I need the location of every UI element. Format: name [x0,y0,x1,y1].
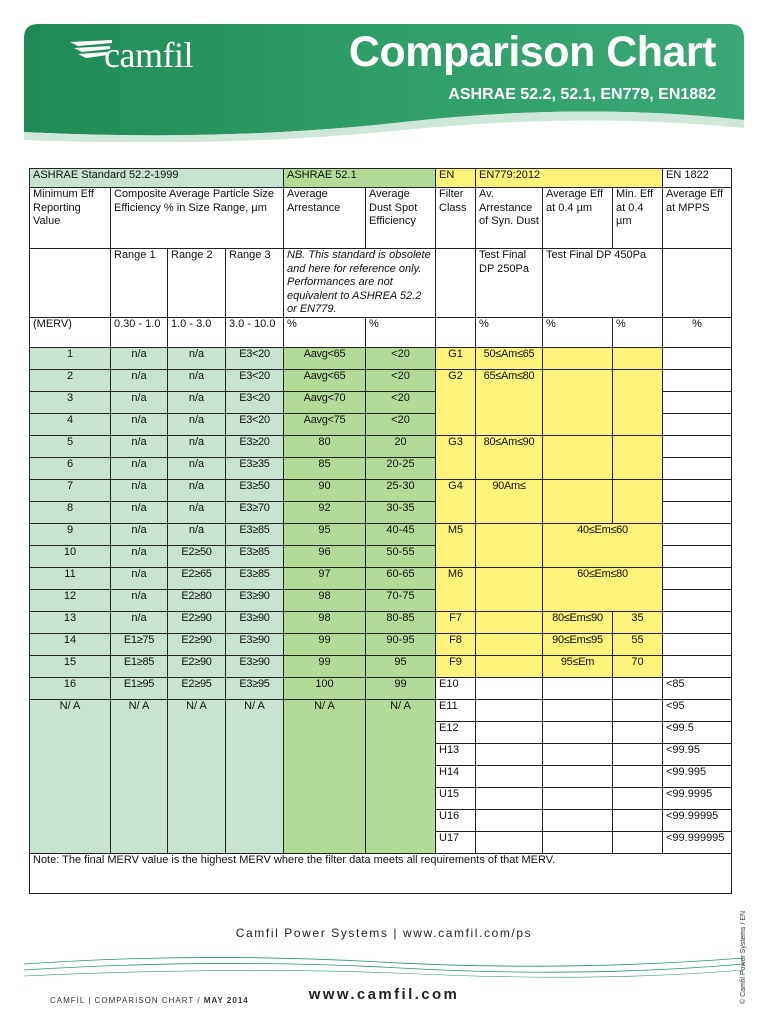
r3-cell: E3≥90 [226,633,284,655]
r2-cell: n/a [168,457,226,479]
merv-cell: 11 [30,567,111,589]
en-class-cell: G2 [436,369,476,435]
unit-syn: % [476,317,543,347]
mpps-cell [663,413,732,435]
table-row [30,677,732,699]
merv-cell: 12 [30,589,111,611]
r3-cell: E3≥20 [226,435,284,457]
r3-cell: E3≥85 [226,567,284,589]
arrestance-cell: Aavg<65 [284,369,366,391]
unit-dust: % [366,317,436,347]
comparison-table [29,168,732,894]
r1-cell: n/a [111,457,168,479]
arrestance-cell: 96 [284,545,366,567]
r3-cell: E3≥90 [226,611,284,633]
r1-cell: E1≥95 [111,677,168,699]
min-eff-cell [613,765,663,787]
note-row [30,853,732,893]
r2-cell: n/a [168,435,226,457]
range-mpps-blank [663,249,732,318]
r1-cell: n/a [111,589,168,611]
arrestance-cell: Aavg<65 [284,347,366,369]
min-eff-cell [613,677,663,699]
obsolete-note: NB. This standard is obsolete and here for reference only. Performances are not equivalent to ASHREA 52.2 or EN779. [284,249,436,318]
r3-cell: E3<20 [226,347,284,369]
mpps-cell: <99.999995 [663,831,732,853]
r2-cell: n/a [168,413,226,435]
unit-r2: 1.0 - 3.0 [168,317,226,347]
r1-cell: E1≥75 [111,633,168,655]
r1-cell: n/a [111,567,168,589]
avg-eff-cell [543,435,613,479]
arrestance-cell: 97 [284,567,366,589]
syn-arrestance-cell: 80≤Am≤90 [476,435,543,479]
r1-cell: n/a [111,391,168,413]
unit-arr: % [284,317,366,347]
arrestance-cell: 90 [284,479,366,501]
en-class-cell: M5 [436,523,476,567]
range-3: Range 3 [226,249,284,318]
page-title: Comparison Chart [348,28,716,76]
table-row [30,655,732,677]
min-eff-cell [613,809,663,831]
sub-min-eff-04: Min. Eff at 0.4 µm [613,188,663,249]
table-row [30,479,732,501]
mpps-cell [663,457,732,479]
na-merv-cell: N/ A [30,699,111,853]
r3-cell: E3≥90 [226,589,284,611]
avg-eff-cell [543,699,613,721]
table-note: Note: The final MERV value is the highest MERV where the filter data meets all requirements of that MERV. [30,853,732,893]
syn-arrestance-cell [476,831,543,853]
range-1: Range 1 [111,249,168,318]
copyright-side-note: © Camfil Power Systems / EN [740,910,747,1004]
dust-spot-cell: 95 [366,655,436,677]
arrestance-cell: 99 [284,633,366,655]
test-final-250: Test Final DP 250Pa [476,249,543,318]
merv-cell: 1 [30,347,111,369]
r2-cell: n/a [168,479,226,501]
avg-eff-cell: 90≤Em≤95 [543,633,613,655]
arrestance-cell: 98 [284,589,366,611]
range-header-row [30,249,732,318]
avg-eff-cell [543,743,613,765]
merv-cell: 9 [30,523,111,545]
r2-cell: E2≥80 [168,589,226,611]
mpps-cell: <99.995 [663,765,732,787]
r1-cell: n/a [111,523,168,545]
r1-cell: n/a [111,347,168,369]
mpps-cell [663,589,732,611]
sub-avg-arrestance: Average Arrestance [284,188,366,249]
en-class-cell: U17 [436,831,476,853]
avg-eff-cell [543,787,613,809]
min-eff-cell: 70 [613,655,663,677]
mpps-cell [663,633,732,655]
sub-filter-class: Filter Class [436,188,476,249]
header-ashrae-522: ASHRAE Standard 52.2-1999 [30,169,284,188]
unit-r3: 3.0 - 10.0 [226,317,284,347]
syn-arrestance-cell [476,743,543,765]
group-header-row [30,169,732,188]
mpps-cell [663,391,732,413]
arrestance-cell: 92 [284,501,366,523]
dust-spot-cell: 25-30 [366,479,436,501]
na-r3-cell: N/ A [226,699,284,853]
min-eff-cell: 35 [613,611,663,633]
r1-cell: n/a [111,611,168,633]
en-class-cell: H14 [436,765,476,787]
dust-spot-cell: 99 [366,677,436,699]
camfil-logo [68,35,258,86]
unit-r1: 0.30 - 1.0 [111,317,168,347]
en-class-cell: U15 [436,787,476,809]
dust-spot-cell: 50-55 [366,545,436,567]
r2-cell: E2≥90 [168,633,226,655]
en-class-cell: H13 [436,743,476,765]
r3-cell: E3<20 [226,391,284,413]
r2-cell: E2≥50 [168,545,226,567]
min-eff-cell [613,787,663,809]
avg-eff-cell: 80≤Em≤90 [543,611,613,633]
en-class-cell: G3 [436,435,476,479]
dust-spot-cell: <20 [366,369,436,391]
syn-arrestance-cell [476,787,543,809]
avg-eff-cell [543,479,613,523]
mpps-cell [663,347,732,369]
avg-eff-cell: 60≤Em≤80 [543,567,663,611]
avg-eff-cell [543,347,613,369]
en-class-cell: M6 [436,567,476,611]
r2-cell: E2≥90 [168,655,226,677]
min-eff-cell [613,435,663,479]
range-blank [30,249,111,318]
dust-spot-cell: 60-65 [366,567,436,589]
table-row [30,523,732,545]
r2-cell: n/a [168,347,226,369]
en-class-cell: U16 [436,809,476,831]
merv-cell: 15 [30,655,111,677]
merv-cell: 2 [30,369,111,391]
merv-cell: 5 [30,435,111,457]
table-row [30,567,732,589]
syn-arrestance-cell [476,567,543,611]
table-row [30,611,732,633]
r2-cell: E2≥90 [168,611,226,633]
mpps-cell: <99.9995 [663,787,732,809]
r1-cell: n/a [111,479,168,501]
unit-min04: % [613,317,663,347]
header-en: EN [436,169,476,188]
dust-spot-cell: 70-75 [366,589,436,611]
avg-eff-cell [543,369,613,435]
header-en779: EN779:2012 [476,169,663,188]
dust-spot-cell: 90-95 [366,633,436,655]
r1-cell: E1≥85 [111,655,168,677]
merv-cell: 16 [30,677,111,699]
na-dust-spot-cell: N/ A [366,699,436,853]
syn-arrestance-cell [476,633,543,655]
r3-cell: E3≥85 [226,545,284,567]
min-eff-cell [613,369,663,435]
min-eff-cell [613,479,663,523]
avg-eff-cell [543,677,613,699]
r2-cell: n/a [168,501,226,523]
syn-arrestance-cell: 65≤Am≤80 [476,369,543,435]
r1-cell: n/a [111,501,168,523]
avg-eff-cell [543,831,613,853]
table-row [30,633,732,655]
mpps-cell [663,435,732,457]
dust-spot-cell: 20-25 [366,457,436,479]
merv-cell: 10 [30,545,111,567]
mpps-cell [663,655,732,677]
mpps-cell [663,611,732,633]
na-r2-cell: N/ A [168,699,226,853]
dust-spot-cell: <20 [366,391,436,413]
sub-avg-eff-04: Average Eff at 0.4 µm [543,188,613,249]
sub-avg-eff-mpps: Average Eff at MPPS [663,188,732,249]
page-subtitle: ASHRAE 52.2, 52.1, EN779, EN1882 [448,86,716,103]
merv-cell: 4 [30,413,111,435]
footer-power-systems: Camfil Power Systems | www.camfil.com/ps [235,926,533,940]
merv-cell: 3 [30,391,111,413]
dust-spot-cell: 40-45 [366,523,436,545]
unit-row [30,317,732,347]
mpps-cell: <85 [663,677,732,699]
mpps-cell: <99.99995 [663,809,732,831]
merv-cell: 14 [30,633,111,655]
syn-arrestance-cell [476,677,543,699]
avg-eff-cell: 40≤Em≤60 [543,523,663,567]
dust-spot-cell: 20 [366,435,436,457]
en-class-cell: G4 [436,479,476,523]
min-eff-cell: 55 [613,633,663,655]
dust-spot-cell: 80-85 [366,611,436,633]
table-row [30,369,732,391]
header-ashrae-521: ASHRAE 52.1 [284,169,436,188]
mpps-cell: <99.95 [663,743,732,765]
unit-en-blank [436,317,476,347]
test-final-450: Test Final DP 450Pa [543,249,663,318]
min-eff-cell [613,699,663,721]
r2-cell: n/a [168,369,226,391]
footer-left-caption [50,996,249,1005]
merv-cell: 7 [30,479,111,501]
en-class-cell: G1 [436,347,476,369]
table-row [30,699,732,721]
r2-cell: E2≥95 [168,677,226,699]
r1-cell: n/a [111,435,168,457]
syn-arrestance-cell [476,809,543,831]
en-class-cell: F7 [436,611,476,633]
min-eff-cell [613,347,663,369]
na-r1-cell: N/ A [111,699,168,853]
r3-cell: E3≥95 [226,677,284,699]
r2-cell: n/a [168,391,226,413]
syn-arrestance-cell [476,611,543,633]
avg-eff-cell [543,809,613,831]
header-en1822: EN 1822 [663,169,732,188]
merv-cell: 13 [30,611,111,633]
r3-cell: E3≥90 [226,655,284,677]
en-class-cell: E11 [436,699,476,721]
syn-arrestance-cell [476,523,543,567]
mpps-cell [663,545,732,567]
avg-eff-cell [543,765,613,787]
syn-arrestance-cell [476,655,543,677]
footer-url: www.camfil.com [308,986,460,1003]
merv-cell: 6 [30,457,111,479]
min-eff-cell [613,743,663,765]
merv-cell: 8 [30,501,111,523]
sub-composite: Composite Average Particle Size Efficiency % in Size Range, µm [111,188,284,249]
en-class-cell: F9 [436,655,476,677]
arrestance-cell: Aavg<70 [284,391,366,413]
arrestance-cell: 99 [284,655,366,677]
r3-cell: E3≥70 [226,501,284,523]
sub-av-arrestance-syn: Av. Arrestance of Syn. Dust [476,188,543,249]
mpps-cell [663,479,732,501]
unit-merv: (MERV) [30,317,111,347]
r1-cell: n/a [111,413,168,435]
mpps-cell: <99.5 [663,721,732,743]
syn-arrestance-cell [476,721,543,743]
syn-arrestance-cell: 50≤Am≤65 [476,347,543,369]
avg-eff-cell [543,721,613,743]
footer-left-date: MAY 2014 [203,996,249,1005]
r3-cell: E3≥85 [226,523,284,545]
r3-cell: E3<20 [226,413,284,435]
mpps-cell [663,501,732,523]
dust-spot-cell: <20 [366,347,436,369]
header-banner [24,24,744,142]
dust-spot-cell: 30-35 [366,501,436,523]
r3-cell: E3≥50 [226,479,284,501]
range-2: Range 2 [168,249,226,318]
footer-wave-lines [0,946,768,986]
en-class-cell: E10 [436,677,476,699]
unit-avg04: % [543,317,613,347]
r3-cell: E3<20 [226,369,284,391]
arrestance-cell: 98 [284,611,366,633]
r1-cell: n/a [111,369,168,391]
na-arrestance-cell: N/ A [284,699,366,853]
min-eff-cell [613,831,663,853]
footer-left-prefix: CAMFIL | COMPARISON CHART / [50,996,204,1005]
arrestance-cell: 100 [284,677,366,699]
avg-eff-cell: 95≤Em [543,655,613,677]
sub-header-row [30,188,732,249]
en-class-cell: E12 [436,721,476,743]
mpps-cell [663,523,732,545]
sub-avg-dust-spot: Average Dust Spot Efficiency [366,188,436,249]
mpps-cell: <95 [663,699,732,721]
syn-arrestance-cell: 90Am≤ [476,479,543,523]
syn-arrestance-cell [476,765,543,787]
arrestance-cell: 85 [284,457,366,479]
range-en-blank [436,249,476,318]
mpps-cell [663,567,732,589]
dust-spot-cell: <20 [366,413,436,435]
arrestance-cell: 80 [284,435,366,457]
en-class-cell: F8 [436,633,476,655]
unit-mpps: % [663,317,732,347]
r2-cell: n/a [168,523,226,545]
table-row [30,347,732,369]
arrestance-cell: 95 [284,523,366,545]
r3-cell: E3≥35 [226,457,284,479]
sub-min-eff: Minimum Eff Reporting Value [30,188,111,249]
min-eff-cell [613,721,663,743]
mpps-cell [663,369,732,391]
arrestance-cell: Aavg<75 [284,413,366,435]
logo-wordmark: camfil [104,35,193,75]
table-row [30,435,732,457]
syn-arrestance-cell [476,699,543,721]
r1-cell: n/a [111,545,168,567]
r2-cell: E2≥65 [168,567,226,589]
